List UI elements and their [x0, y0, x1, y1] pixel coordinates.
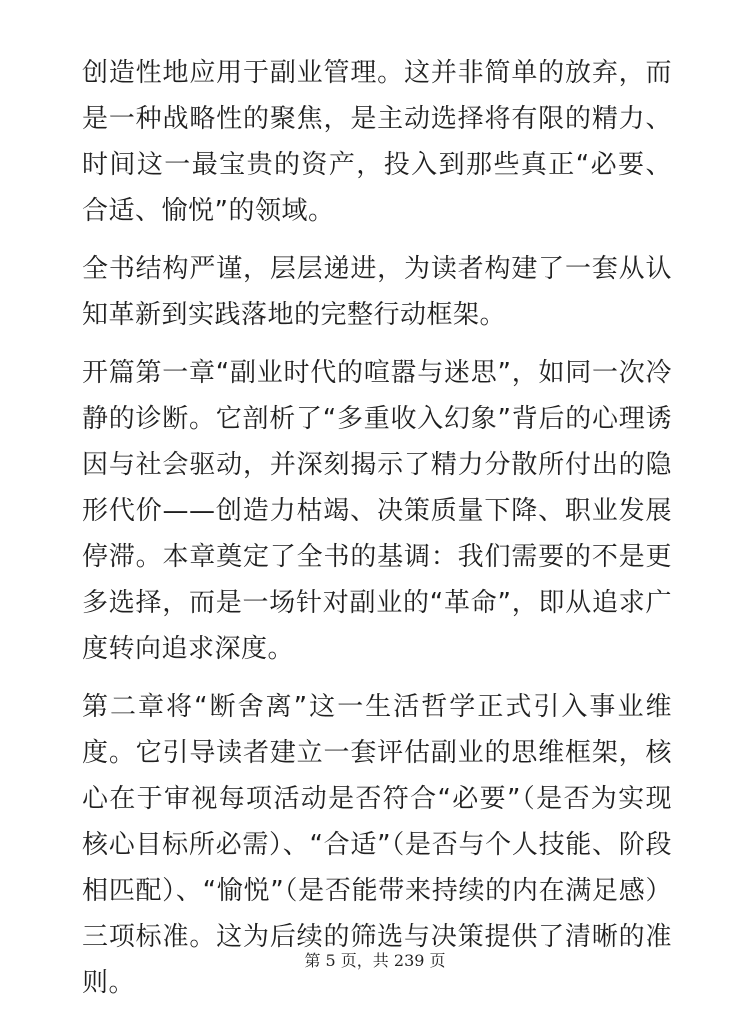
paragraph-3: 开篇第一章“副业时代的喧嚣与迷思”，如同一次冷静的诊断。它剖析了“多重收入幻象”背后的心理诱因与社会驱动，并深刻揭示了精力分散所付出的隐形代价——创造力枯竭、决策质量下降、职业发展停滞。本章奠定了全书的基调：我们需要的不是更多选择，而是一场针对副业的“革命”，即从追求广度转向追求深度。: [82, 358, 672, 664]
paragraph-2: 全书结构严谨，层层递进，为读者构建了一套从认知革新到实践落地的完整行动框架。: [82, 254, 672, 330]
body-text: [82, 50, 672, 1018]
paragraph-4: 第二章将“断舍离”这一生活哲学正式引入事业维度。它引导读者建立一套评估副业的思维框架，核心在于审视每项活动是否符合“必要”（是否为实现核心目标所必需）、“合适”（是否与个人技能、阶段相匹配）、“愉悦”（是否能带来持续的内在满足感）三项标准。这为后续的筛选与决策提供了清晰的准则。: [82, 692, 672, 998]
page-number-footer: 第 5 页，共 239 页: [304, 951, 446, 970]
paragraph-1: 创造性地应用于副业管理。这并非简单的放弃，而是一种战略性的聚焦，是主动选择将有限的精力、时间这一最宝贵的资产，投入到那些真正“必要、合适、愉悦”的领域。: [82, 58, 672, 226]
